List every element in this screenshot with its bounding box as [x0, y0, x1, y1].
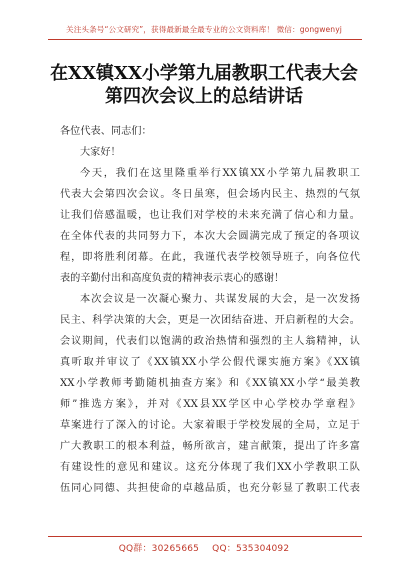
body-line: 代表大会第四次会议。冬日虽寒，但会场内民主、热烈的气氛 [60, 189, 360, 200]
body-line: 师”推选方案》，并对《XX县XX学区中心学校办学章程》 [60, 399, 360, 410]
body-line: 会议期间，代表们以饱满的政治热情和强烈的主人翁精神，认 [60, 336, 360, 347]
body-line: XX小学教师考勤随机抽查方案》和《XX镇XX小学“最美教 [60, 378, 360, 389]
header-divider [48, 39, 362, 40]
body-line: 草案进行了深入的讨论。大家着眼于学校发展的全局，立足于 [60, 420, 360, 431]
document-body [60, 121, 360, 499]
body-line: 各位代表、同志们： [60, 126, 152, 137]
body-line: 广大教职工的根本利益，畅所欲言，建言献策，提出了许多富 [60, 441, 360, 452]
body-line: 伍同心同德、共担使命的卓越品质，也充分彰显了教职工代表 [60, 483, 360, 494]
body-line: 本次会议是一次凝心聚力、共谋发展的大会，是一次发扬 [80, 294, 360, 305]
document-title-line-1: 在XX镇XX小学第九届教职工代表大会 [50, 63, 358, 84]
body-line: 大家好！ [80, 147, 121, 158]
document-title-line-2: 第四次会议上的总结讲话 [105, 86, 303, 107]
body-line: 程，即将胜利闭幕。在此，我谨代表学校领导班子，向各位代 [60, 252, 360, 263]
body-line: 有建设性的意见和建议。这充分体现了我们XX小学教职工队 [60, 462, 360, 473]
body-line: 民主、科学决策的大会，更是一次团结奋进、开启新程的大会。 [60, 315, 360, 326]
body-line: 真听取并审议了《XX镇XX小学公假代课实施方案》《XX镇 [60, 357, 360, 368]
header-note: 关注头条号“公文研究”，获得最新最全最专业的公文资料库！ 微信：gongwenyj [66, 25, 342, 34]
body-line: 在全体代表的共同努力下，本次大会圆满完成了预定的各项议 [60, 231, 360, 242]
body-line: 今天，我们在这里隆重举行XX镇XX小学第九届教职工 [80, 168, 360, 179]
body-line: 让我们倍感温暖，也让我们对学校的未来充满了信心和力量。 [60, 210, 360, 221]
footer-qq-group: QQ群：30265665 [118, 544, 200, 554]
footer-qq: QQ：535304092 [212, 544, 290, 554]
footer-contact [0, 541, 408, 554]
footer-divider [48, 536, 362, 537]
body-line: 表的辛勤付出和高度负责的精神表示衷心的感谢！ [60, 273, 285, 284]
